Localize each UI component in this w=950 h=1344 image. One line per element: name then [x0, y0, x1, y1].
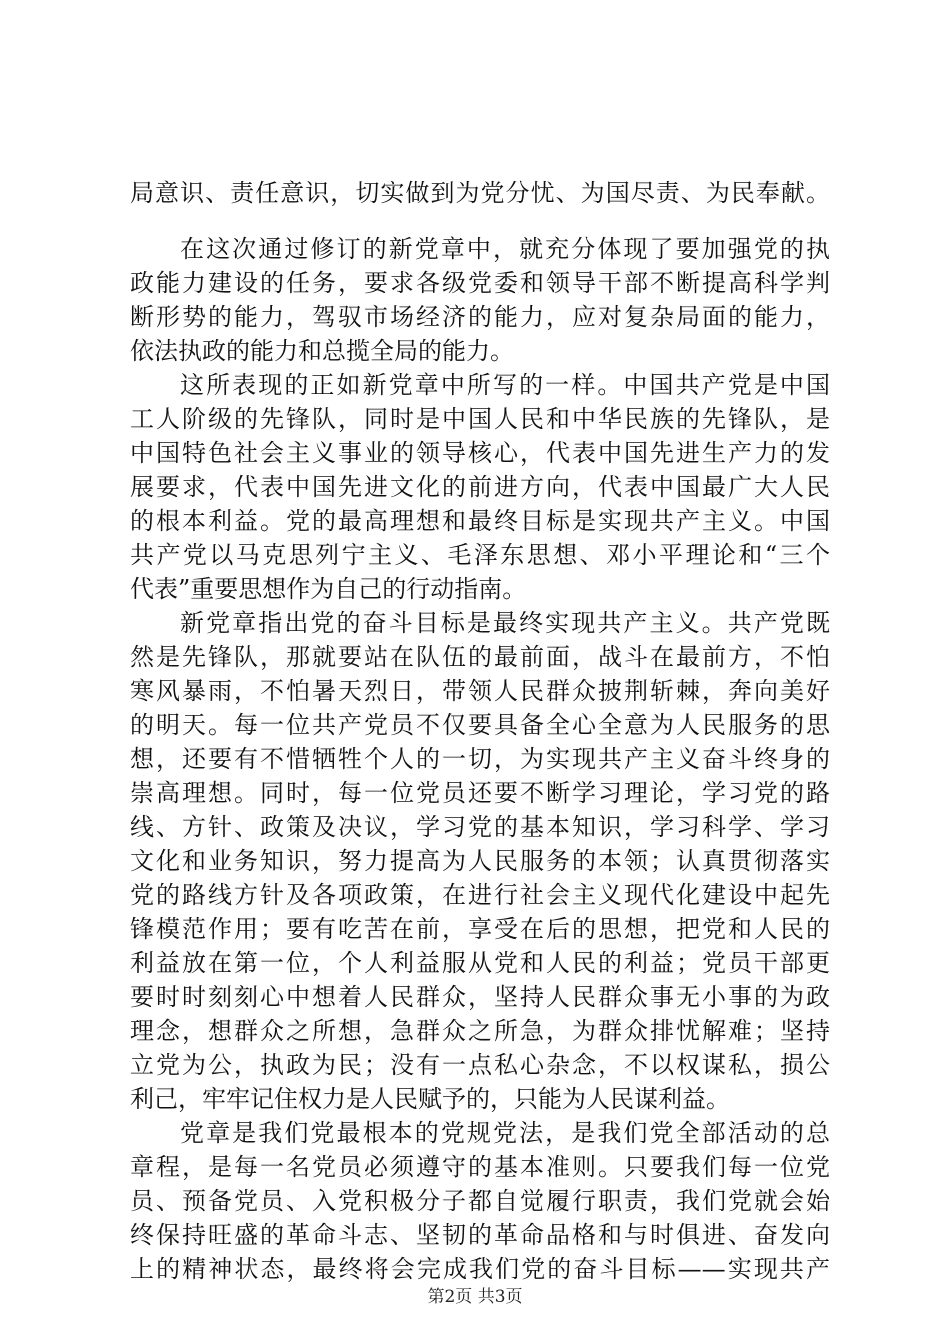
text-line: 断形势的能力，驾驭市场经济的能力，应对复杂局面的能力， — [130, 303, 830, 331]
text-line: 章程，是每一名党员必须遵守的基本准则。只要我们每一位党 — [130, 1153, 830, 1181]
text-line: 共产党以马克思列宁主义、毛泽东思想、邓小平理论和“三个 — [130, 541, 830, 569]
page-number-footer: 第2页 共3页 — [427, 1287, 523, 1307]
text-line: 文化和业务知识，努力提高为人民服务的本领；认真贯彻落实 — [130, 847, 830, 875]
text-line: 的根本利益。党的最高理想和最终目标是实现共产主义。中国 — [130, 507, 830, 535]
text-line: 政能力建设的任务，要求各级党委和领导干部不断提高科学判 — [130, 269, 830, 297]
text-line: 线、方针、政策及决议，学习党的基本知识，学习科学、学习 — [130, 813, 830, 841]
text-line: 党的路线方针及各项政策，在进行社会主义现代化建设中起先 — [130, 881, 830, 909]
text-line: 展要求，代表中国先进文化的前进方向，代表中国最广大人民 — [130, 473, 830, 501]
text-line: 锋模范作用；要有吃苦在前，享受在后的思想，把党和人民的 — [130, 915, 830, 943]
text-line: 要时时刻刻心中想着人民群众，坚持人民群众事无小事的为政 — [130, 983, 830, 1011]
text-line: 在这次通过修订的新党章中，就充分体现了要加强党的执 — [180, 235, 830, 263]
text-line: 上的精神状态，最终将会完成我们党的奋斗目标——实现共产 — [130, 1255, 830, 1283]
text-line: 这所表现的正如新党章中所写的一样。中国共产党是中国 — [180, 371, 830, 399]
text-line: 崇高理想。同时，每一位党员还要不断学习理论，学习党的路 — [130, 779, 830, 807]
text-line: 立党为公，执政为民；没有一点私心杂念，不以权谋私，损公 — [130, 1051, 830, 1079]
text-line: 然是先锋队，那就要站在队伍的最前面，战斗在最前方，不怕 — [130, 643, 830, 671]
text-line: 想，还要有不惜牺牲个人的一切，为实现共产主义奋斗终身的 — [130, 745, 830, 773]
text-line: 中国特色社会主义事业的领导核心，代表中国先进生产力的发 — [130, 439, 830, 467]
text-line: 代表”重要思想作为自己的行动指南。 — [130, 575, 527, 603]
text-line: 党章是我们党最根本的党规党法，是我们党全部活动的总 — [180, 1119, 830, 1147]
text-line: 寒风暴雨，不怕暑天烈日，带领人民群众披荆斩棘，奔向美好 — [130, 677, 830, 705]
text-line: 局意识、责任意识，切实做到为党分忧、为国尽责、为民奉献。 — [130, 179, 830, 207]
text-line: 员、预备党员、入党积极分子都自觉履行职责，我们党就会始 — [130, 1187, 830, 1215]
text-line: 依法执政的能力和总揽全局的能力。 — [130, 337, 514, 365]
text-line: 终保持旺盛的革命斗志、坚韧的革命品格和与时俱进、奋发向 — [130, 1221, 830, 1249]
text-line: 理念，想群众之所想，急群众之所急，为群众排忧解难；坚持 — [130, 1017, 830, 1045]
text-line: 利己，牢牢记住权力是人民赋予的，只能为人民谋利益。 — [130, 1085, 730, 1113]
text-line: 的明天。每一位共产党员不仅要具备全心全意为人民服务的思 — [130, 711, 830, 739]
text-line: 新党章指出党的奋斗目标是最终实现共产主义。共产党既 — [180, 609, 830, 637]
text-line: 工人阶级的先锋队，同时是中国人民和中华民族的先锋队，是 — [130, 405, 830, 433]
text-line: 利益放在第一位，个人利益服从党和人民的利益；党员干部更 — [130, 949, 830, 977]
